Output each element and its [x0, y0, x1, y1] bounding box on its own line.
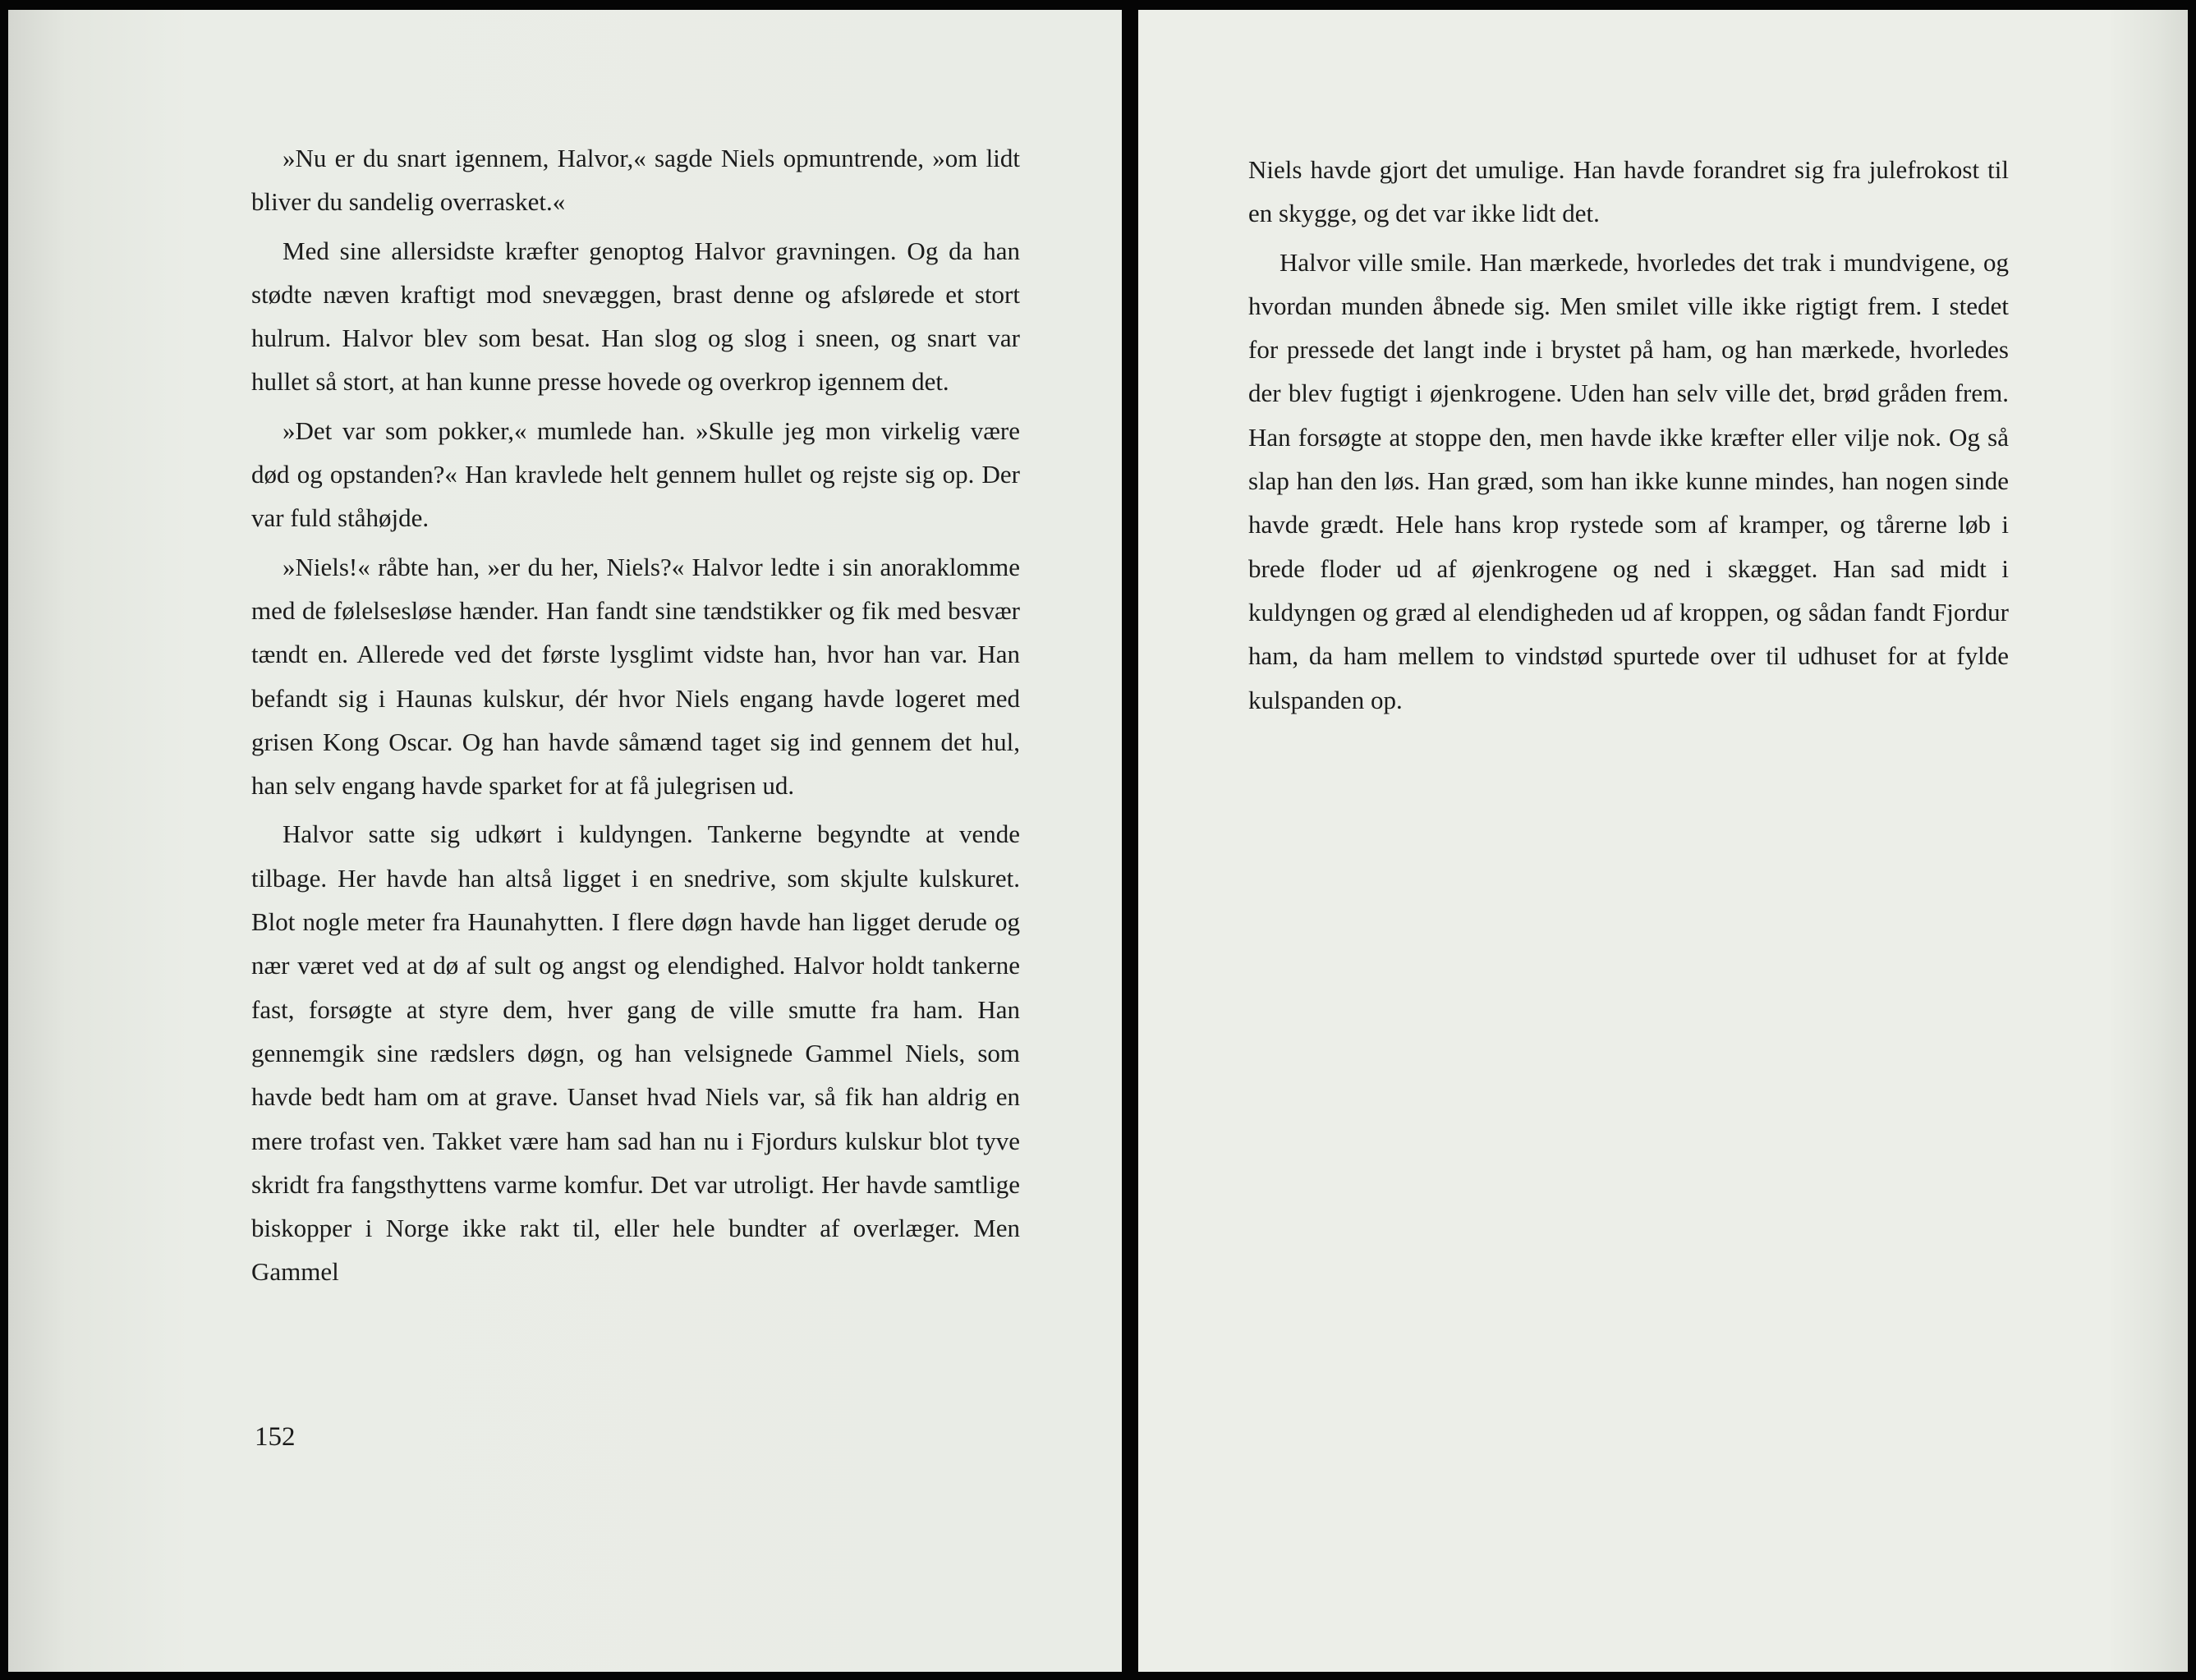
- left-page-text: [251, 136, 1020, 1299]
- right-page: [1138, 10, 2188, 1672]
- paragraph: »Nu er du snart igennem, Halvor,« sagde Niels opmuntrende, »om lidt bliver du sandelig overrasket.«: [251, 144, 1020, 217]
- paragraph: Halvor ville smile. Han mærkede, hvorledes det trak i mundvigene, og hvordan munden åbnede sig. Men smilet ville ikke rigtigt frem. I stedet for pressede det langt inde i brystet på ham, og han mærkede, hvorledes der blev fugtigt i øjenkrogene. Uden han selv ville det, brød gråden frem. Han forsøgte at stoppe den, men havde ikke kræfter eller vilje nok. Og så slap han den løs. Han græd, som han ikke kunne mindes, han nogen sinde havde grædt. Hele hans krop rystede som af kramper, og tårerne løb i brede floder ud af øjenkrogene og ned i skægget. Han sad midt i kuldyngen og græd al elendigheden ud af kroppen, og sådan fandt Fjordur ham, da ham mellem to vindstød spurtede over til udhuset for at fylde kulspanden op.: [1248, 247, 2009, 714]
- paragraph: »Det var som pokker,« mumlede han. »Skulle jeg mon virkelig være død og opstanden?« Han kravlede helt gennem hullet og rejste sig op. Der var fuld ståhøjde.: [251, 415, 1020, 533]
- page-number: 152: [255, 1422, 296, 1452]
- left-page: [8, 10, 1122, 1672]
- paragraph: Halvor satte sig udkørt i kuldyngen. Tankerne begyndte at vende tilbage. Her havde han altså ligget i en snedrive, som skjulte kulskuret. Blot nogle meter fra Haunahytten. I flere døgn havde han ligget derude og nær været ved at dø af sult og angst og elendighed. Halvor holdt tankerne fast, forsøgte at styre dem, hver gang de ville smutte fra ham. Han gennemgik sine rædslers døgn, og han velsignede Gammel Niels, som havde bedt ham om at grave. Uanset hvad Niels var, så fik han aldrig en mere trofast ven. Takket være ham sad han nu i Fjordurs kulskur blot tyve skridt fra fangsthyttens varme komfur. Det var utroligt. Her havde samtlige biskopper i Norge ikke rakt til, eller hele bundter af overlæger. Men Gammel: [251, 819, 1020, 1287]
- paragraph: Med sine allersidste kræfter genoptog Halvor gravningen. Og da han stødte næven kraftigt mod snevæggen, brast denne og afslørede et stort hulrum. Halvor blev som besat. Han slog og slog i sneen, og snart var hullet så stort, at han kunne presse hovede og overkrop igennem det.: [251, 236, 1020, 397]
- paragraph: »Niels!« råbte han, »er du her, Niels?« Halvor ledte i sin anoraklomme med de følelsesløse hænder. Han fandt sine tændstikker og fik med besvær tændt en. Allerede ved det første lysglimt vidste han, hvor han var. Han befandt sig i Haunas kulskur, dér hvor Niels engang havde logeret med grisen Kong Oscar. Og han havde såmænd taget sig ind gennem det hul, han selv engang havde sparket for at få julegrisen ud.: [251, 552, 1020, 801]
- right-page-text: [1248, 148, 2009, 727]
- paragraph: Niels havde gjort det umulige. Han havde forandret sig fra julefrokost til en skygge, og det var ikke lidt det.: [1248, 155, 2009, 228]
